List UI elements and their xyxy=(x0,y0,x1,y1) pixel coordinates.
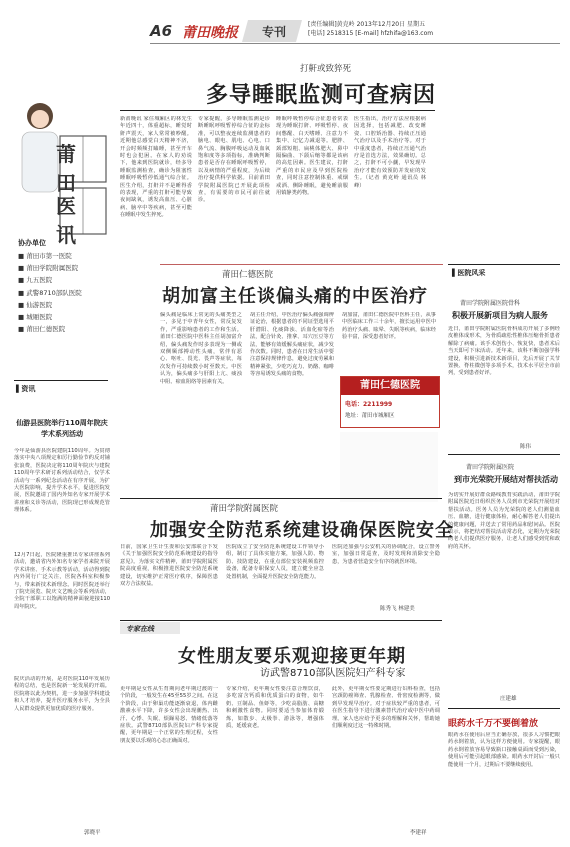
right2-kicker: 莆田学院附属医院 xyxy=(466,464,515,471)
unit-name: 武警8710部队医院 xyxy=(26,288,82,297)
header-meta xyxy=(308,20,433,38)
page-number: A6 xyxy=(150,22,173,40)
unit-item xyxy=(18,287,82,299)
units-list xyxy=(18,250,82,335)
story4-subtitle: 访武警8710部队医院妇产科专家 xyxy=(260,668,406,679)
news-body-1: 今年是仙游县医院建院110周年。为贯彻落实中央八项规定和厉行勤俭节约反对铺张浪费，医院决定将110周年院庆与建院110周年学术研讨系列活动结合，仅学术活动与一系列纪念活动在有序开展，为扩大医院影响，提升学术水平，促进医院发展，医院邀请了国内外知名专家开展学术讲座和义诊等活动，医院现已形成规范管理体系。 xyxy=(14,448,110,514)
story2-title: 胡加富主任谈偏头痛的中医治疗 xyxy=(162,286,428,307)
story1-col2: 专家提醒，多导睡眠监测是诊断睡眠呼吸暂停综合征的金标准，可以整夜连续监测患者的脑电、眼电、肌电、心电、口鼻气流、胸腹呼吸运动及血氧饱和度等多项指标，准确判断患者是否存在睡眠呼吸暂停，以及病情的严重程度，为后续治疗提供科学依据。目前莆田学院附属医院已开展此项检查，有需要的市民可前往就诊。 xyxy=(198,116,270,204)
right1-title: 积极开展新项目为病人服务 xyxy=(452,311,548,320)
ad-name: 莆田仁德医院 xyxy=(341,377,439,395)
right3-rule xyxy=(448,708,560,709)
story2-col1: 偏头痛是临床上常见的头痛类型之一，多见于中青年女性，常反复发作，严重影响患者的工作和生活。莆田仁德医院中医科主任胡加富介绍，偏头痛发作时多表现为一侧或双侧颞部搏动性头痛，常伴有恶心、呕吐、畏光、畏声等症状，每次发作可持续数小时至数天。中医认为，偏头痛多与肝阳上亢、痰浊中阻、瘀血阻络等因素有关。 xyxy=(160,312,242,385)
story2-col2: 胡主任介绍，中医治疗偏头痛强调辨证论治，根据患者的不同证型选用平肝潜阳、化痰降浊、活血化瘀等治法，配合针灸、推拿、耳穴压豆等方法，能够有效缓解头痛症状，减少发作次数。同时，患者在日常生活中要注意保持规律作息，避免过度劳累和精神紧张，少吃巧克力、奶酪、咖啡等容易诱发头痛的食物。 xyxy=(250,312,334,378)
story2-kicker: 莆田仁德医院 xyxy=(222,270,274,280)
header-meta-line2: [电话] 2518315 [E-mail] hfzhifa@163.com xyxy=(308,30,434,37)
story1-col3: 睡眠呼吸暂停综合征患者常表现为睡眠打鼾、呼吸暂停、夜间憋醒、白天嗜睡、注意力不集中、记忆力减退等。肥胖、颈部短粗、扁桃体肥大、鼻中隔偏曲、下颌后缩等都是该病的高危因素。医生建议，打鼾严重的市民应及早到医院检查，同时注意控制体重、戒烟戒酒、侧卧睡眠，避免睡前服用镇静类药物。 xyxy=(276,116,348,197)
bullet-icon: ■ xyxy=(18,313,25,322)
bullet-icon: ■ xyxy=(18,300,25,309)
news-rule xyxy=(14,380,108,381)
marker-icon: ▌ xyxy=(452,269,458,277)
story4-col1: 更年期是女性从生育期向老年期过渡的一个阶段，一般发生在45至55岁之间。在这个阶段，由于卵巢功能逐渐衰退，体内雌激素水平下降，许多女性会出现潮热、出汗、心悸、失眠、烦躁易怒、情绪低落等症状。武警8710部队医院妇产科专家提醒，更年期是一个正常的生理过程，女性朋友要以乐观的心态正确面对。 xyxy=(120,686,218,744)
story2-col3: 胡加富，莆田仁德医院中医科主任，从事中医临床工作三十余年，擅长运用中医中药治疗头痛、眩晕、失眠等疾病，临床经验丰富，深受患者好评。 xyxy=(342,312,436,341)
news-body-3: 院庆活动的开展，是对医院110年发展历程的总结，也是医院新一轮发展的开端。医院将以此为契机，进一步加强学科建设和人才培养，提升医疗服务水平，为全县人民群众提供更加优质的医疗服务。 xyxy=(14,676,110,712)
story1-col1: 新莆晚讯 家住城厢区的林先生年近四十，体重超标，睡觉时鼾声震天，家人常常被吵醒。近期他总感觉白天精神不济，开会时频频打瞌睡，甚至开车时也会犯困。在家人的劝说下，他来到医院就诊，经多导睡眠监测检查，确诊为阻塞性睡眠呼吸暂停低通气综合征。医生介绍，打鼾并不是睡得香的表现，严重的打鼾可能导致夜间缺氧，诱发高血压、心脏病、脑卒中等疾病，甚至可能在睡眠中发生猝死。 xyxy=(120,116,192,219)
bullet-icon: ■ xyxy=(18,288,25,297)
news-title: 仙游县医院举行110周年院庆学术系列活动 xyxy=(16,419,108,438)
column-name-bottom: 医讯 xyxy=(56,194,80,247)
column-name-top: 莆田 xyxy=(56,142,80,195)
story3-col1: 日前，国家卫生计生委和公安部联合下发《关于加强医院安全防范系统建设的指导意见》。为落实文件精神，莆田学院附属医院高度重视，积极推进医院安全防范系统建设，切实维护正常医疗秩序，保障医患双方合法权益。 xyxy=(120,544,218,588)
unit-item xyxy=(18,323,82,335)
story3-col3: 医院还加强与公安机关的协调配合，设立警务室，加强日常巡查，及时发现和消除安全隐患，为患者营造安全有序的就医环境。 xyxy=(332,544,440,565)
unit-name: 莆田仁德医院 xyxy=(26,325,66,334)
story4-col3: 此外，更年期女性要定期进行妇科检查，包括宫颈防癌筛查、乳腺检查、骨密度检测等，做到早发现早治疗。对于症状较严重的患者，可在医生指导下进行激素替代治疗或中医中药调理。家人也应给予更多的理解和关怀，帮助她们顺利度过这一特殊时期。 xyxy=(332,686,440,730)
unit-item xyxy=(18,274,82,286)
story1-col5 xyxy=(440,116,558,256)
unit-item xyxy=(18,250,82,262)
bullet-icon: ■ xyxy=(18,325,25,334)
story4-col2: 专家介绍，更年期女性要注意合理饮食，多吃富含钙质和优质蛋白的食物，如牛奶、豆制品、鱼虾等，少吃高脂肪、高糖和刺激性食物。同时要适当参加体育锻炼，如散步、太极拳、游泳等，增强体质，延缓衰老。 xyxy=(226,686,324,730)
story3-kicker: 莆田学院附属医院 xyxy=(210,504,279,514)
right2-body: 为切实开展好群众路线教育实践活动，莆田学院附属医院近日组织医务人员到市光荣院开展结对帮扶活动。医务人员为光荣院的老人们测量血压、血糖，进行健康体检，耐心解答老人们提出的健康问题，并送去了常用药品和慰问品。医院表示，将把结对帮扶活动常态化，定期为光荣院的老人们提供医疗服务，让老人们感受到党和政府的关怀。 xyxy=(448,492,560,550)
right1-author: 陈伟 xyxy=(520,444,532,450)
story1-kicker: 打鼾或致猝死 xyxy=(300,64,352,74)
story3-rule xyxy=(120,498,442,499)
right2-title: 到市光荣院开展结对帮扶活动 xyxy=(454,475,558,484)
unit-item xyxy=(18,262,82,274)
unit-name: 城厢医院 xyxy=(26,313,53,322)
news-body-2: 12月7日起，医院隆重推出专家讲座系列活动，邀请省内外知名专家学者来院开展学术讲座、手术示教等活动，活动得到院内外同行广泛关注，医院各科室积极参与，带来新技术新理念。同时医院还举行了院史展览、院庆文艺晚会等系列活动，全院干部职工以饱满的精神面貌迎接110周年院庆。 xyxy=(14,552,110,610)
paper-logo: 莆田晚报 xyxy=(182,25,238,41)
ad-phone: 电话：2211999 xyxy=(345,401,393,408)
news-author: 郭晓平 xyxy=(84,830,101,836)
story2-spacer xyxy=(340,432,438,502)
news-marker-icon: ▌ xyxy=(16,385,22,393)
story3-title: 加强安全防范系统建设确保医院安全 xyxy=(150,520,454,541)
story1-col4: 医生指出，治疗方法应根据病因选择，包括减肥、改变睡姿、口腔矫治器、持续正压通气治疗以及手术治疗等。对于中重度患者，持续正压通气治疗是首选方法，效果确切。总之，打鼾不可小觑，早发现早治疗才能有效预防并发症的发生。（记者 黄克岭 通讯员 林峰） xyxy=(354,116,426,189)
unit-item xyxy=(18,299,82,311)
hospital-ad xyxy=(340,376,440,428)
story3-author: 陈秀飞 林建美 xyxy=(380,606,415,612)
units-title: 协办单位 xyxy=(18,239,46,247)
bullet-icon: ■ xyxy=(18,264,25,273)
story1-rule xyxy=(120,110,435,111)
story4-title: 女性朋友要乐观迎接更年期 xyxy=(178,646,406,667)
story4-author: 李建祥 xyxy=(410,830,427,836)
unit-name: 九五医院 xyxy=(26,276,53,285)
right1-body: 近日，莆田学院附属医院骨科成功开展了多例经皮椎体成形术，为骨质疏松性椎体压缩骨折患者解除了病痛。该手术创伤小、恢复快，患者术后当天即可下床活动。近年来，该科不断加强学科建设，积极引进新技术新项目，先后开展了关节置换、脊柱微创等多项手术，技术水平居全市前列，受到患者好评。 xyxy=(448,326,560,377)
story3-col2: 医院成立了安全防范系统建设工作领导小组，制订了具体实施方案，加强人防、物防、技防建设，在重点部位安装视频监控设备，配备专职保安人员，建立健全应急处置机制，全面提升医院安全防范能力。 xyxy=(226,544,324,580)
right3-body: 眼药水在使用后应当正确存放，很多人习惯把眼药水倒着放，认为这样方便使用。专家提醒，眼药水倒着放容易导致瓶口接触桌面而受到污染，使用后可能引起眼部感染。眼药水开封后一般只能使用一个月，过期后不要继续使用。 xyxy=(448,732,560,768)
section-label: 专刊 xyxy=(262,25,287,39)
unit-item xyxy=(18,311,82,323)
right1-kicker: 莆田学院附属医院骨科 xyxy=(460,300,521,307)
story4-label: 专家在线 xyxy=(126,625,154,633)
unit-name: 莆田学院附属医院 xyxy=(26,264,79,273)
unit-name: 仙游医院 xyxy=(26,300,53,309)
right2-author: 庄建雄 xyxy=(500,696,517,702)
news-label: ▌资讯 xyxy=(16,385,36,393)
right2-rule xyxy=(448,454,560,455)
right3-title: 眼药水千万不要倒着放 xyxy=(448,719,539,729)
story1-title: 多导睡眠监测可查病因 xyxy=(206,83,437,108)
story2-rule xyxy=(160,264,443,265)
header-rule xyxy=(150,43,560,44)
right1-rule xyxy=(448,264,560,265)
bullet-icon: ■ xyxy=(18,252,25,260)
ad-address: 地址：莆田市城厢区 xyxy=(345,413,395,419)
right1-label: ▌医院风采 xyxy=(452,269,486,277)
story4-rule xyxy=(120,620,442,621)
bullet-icon: ■ xyxy=(18,276,25,285)
unit-name: 莆田市第一医院 xyxy=(26,252,72,260)
header-meta-line1: [责任编辑]黄克岭 2013年12月20日 星期五 xyxy=(308,21,426,28)
